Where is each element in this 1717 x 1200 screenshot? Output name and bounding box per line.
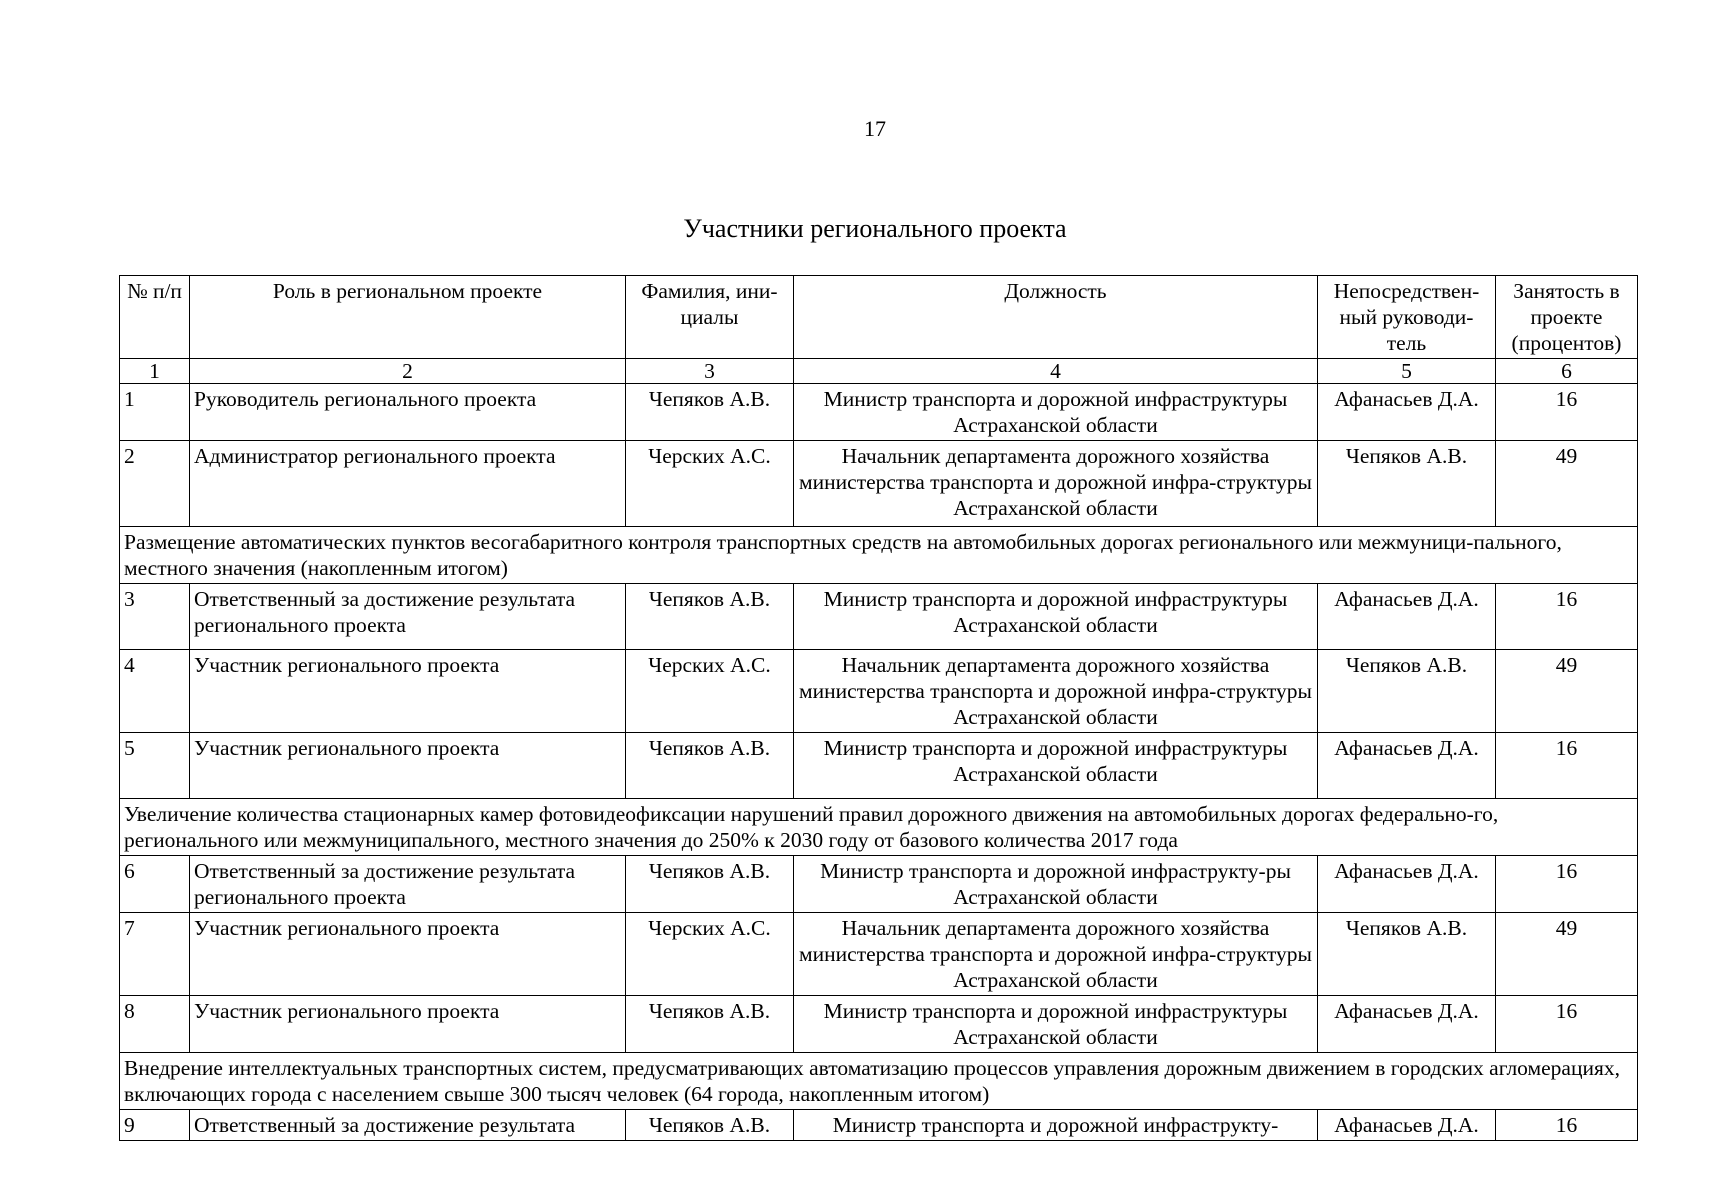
row-name: Чепяков А.В. [626,584,794,650]
row-role: Администратор регионального проекта [190,441,626,527]
table-row [120,441,1638,527]
header-name: Фамилия, ини-циалы [626,276,794,359]
table-row [120,384,1638,441]
page-title: Участники регионального проекта [683,214,1067,243]
table-row [120,584,1638,650]
row-position: Начальник департамента дорожного хозяйства министерства транспорта и дорожной инфра-структуры Астраханской области [794,650,1318,733]
row-role: Ответственный за достижение результата регионального проекта [190,584,626,650]
row-position: Министр транспорта и дорожной инфраструкту- [794,1110,1318,1141]
row-role: Участник регионального проекта [190,913,626,996]
section-row [120,1053,1638,1110]
participants-table [119,275,1638,1141]
row-name: Чепяков А.В. [626,856,794,913]
table-row [120,1110,1638,1141]
row-position: Министр транспорта и дорожной инфраструктуры Астраханской области [794,996,1318,1053]
row-number: 9 [120,1110,190,1141]
row-employment: 49 [1496,441,1638,527]
row-manager: Чепяков А.В. [1318,913,1496,996]
row-position: Министр транспорта и дорожной инфраструктуры Астраханской области [794,584,1318,650]
row-employment: 16 [1496,996,1638,1053]
page-number: 17 [864,116,886,141]
header-num: № п/п [120,276,190,359]
section-heading: Увеличение количества стационарных камер фотовидеофиксации нарушений правил дорожного движения на автомобильных дорогах федерально-го, регионального или межмуниципального, местного значения до 250% к 2030 году от базового количества 2017 года [120,799,1638,856]
row-number: 6 [120,856,190,913]
row-employment: 16 [1496,733,1638,799]
row-position: Министр транспорта и дорожной инфраструктуры Астраханской области [794,384,1318,441]
column-number-row [120,359,1638,384]
row-role: Участник регионального проекта [190,996,626,1053]
section-heading: Размещение автоматических пунктов весогабаритного контроля транспортных средств на автомобильных дорогах регионального или межмуници-пального, местного значения (накопленным итогом) [120,527,1638,584]
participants-table-container [119,275,1637,1141]
column-number: 2 [190,359,626,384]
table-row [120,856,1638,913]
row-manager: Афанасьев Д.А. [1318,733,1496,799]
column-number: 5 [1318,359,1496,384]
table-row [120,996,1638,1053]
row-position: Начальник департамента дорожного хозяйства министерства транспорта и дорожной инфра-структуры Астраханской области [794,441,1318,527]
row-name: Чепяков А.В. [626,384,794,441]
row-employment: 49 [1496,913,1638,996]
table-row [120,733,1638,799]
row-employment: 16 [1496,584,1638,650]
row-name: Черских А.С. [626,650,794,733]
row-role: Участник регионального проекта [190,650,626,733]
row-number: 8 [120,996,190,1053]
row-manager: Афанасьев Д.А. [1318,856,1496,913]
row-name: Черских А.С. [626,441,794,527]
row-name: Черских А.С. [626,913,794,996]
row-number: 7 [120,913,190,996]
section-row [120,527,1638,584]
row-number: 5 [120,733,190,799]
row-role: Ответственный за достижение результата [190,1110,626,1141]
row-name: Чепяков А.В. [626,733,794,799]
row-position: Министр транспорта и дорожной инфраструкту-ры Астраханской области [794,856,1318,913]
row-employment: 16 [1496,384,1638,441]
row-role: Участник регионального проекта [190,733,626,799]
row-manager: Афанасьев Д.А. [1318,1110,1496,1141]
header-row [120,276,1638,359]
header-manager: Непосредствен-ный руководи-тель [1318,276,1496,359]
row-position: Начальник департамента дорожного хозяйства министерства транспорта и дорожной инфра-структуры Астраханской области [794,913,1318,996]
row-role: Ответственный за достижение результата регионального проекта [190,856,626,913]
section-heading: Внедрение интеллектуальных транспортных систем, предусматривающих автоматизацию процессов управления дорожным движением в городских агломерациях, включающих города с населением свыше 300 тысяч человек (64 города, накопленным итогом) [120,1053,1638,1110]
row-manager: Афанасьев Д.А. [1318,584,1496,650]
row-name: Чепяков А.В. [626,996,794,1053]
row-position: Министр транспорта и дорожной инфраструктуры Астраханской области [794,733,1318,799]
row-manager: Чепяков А.В. [1318,441,1496,527]
column-number: 1 [120,359,190,384]
row-employment: 16 [1496,856,1638,913]
section-row [120,799,1638,856]
table-row [120,913,1638,996]
row-manager: Афанасьев Д.А. [1318,384,1496,441]
row-manager: Афанасьев Д.А. [1318,996,1496,1053]
column-number: 4 [794,359,1318,384]
header-role: Роль в региональном проекте [190,276,626,359]
header-position: Должность [794,276,1318,359]
row-number: 4 [120,650,190,733]
row-number: 3 [120,584,190,650]
row-number: 2 [120,441,190,527]
row-role: Руководитель регионального проекта [190,384,626,441]
header-employment: Занятость в проекте (процентов) [1496,276,1638,359]
row-employment: 49 [1496,650,1638,733]
table-row [120,650,1638,733]
row-manager: Чепяков А.В. [1318,650,1496,733]
column-number: 6 [1496,359,1638,384]
row-number: 1 [120,384,190,441]
column-number: 3 [626,359,794,384]
row-employment: 16 [1496,1110,1638,1141]
row-name: Чепяков А.В. [626,1110,794,1141]
